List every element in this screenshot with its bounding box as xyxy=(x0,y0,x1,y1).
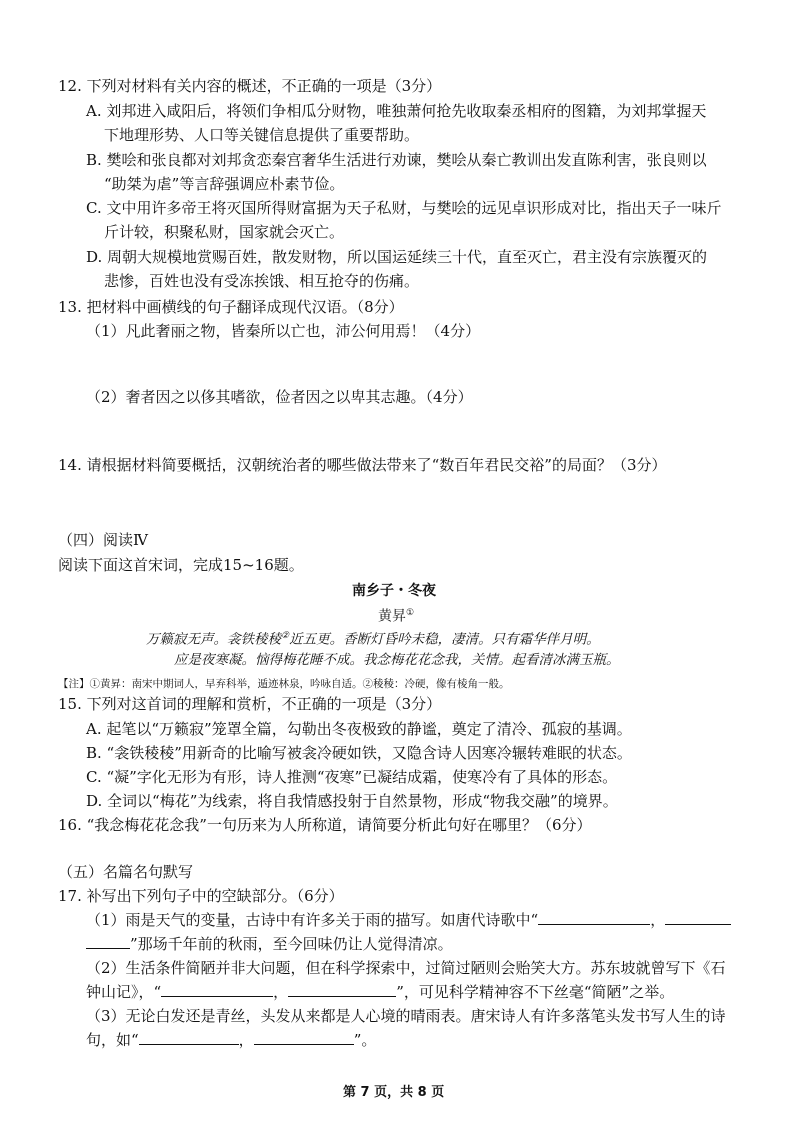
q14-stem: 14. 请根据材料简要概括，汉朝统治者的哪些做法带来了“数百年君民交裕”的局面？（3分） xyxy=(58,456,667,474)
section4-instruction: 阅读下面这首宋词，完成15~16题。 xyxy=(58,556,304,574)
q12-option-c-line2: 斤计较，积聚私财，国家就会灭亡。 xyxy=(104,223,345,241)
q15-option-a: A. 起笔以“万籁寂”笼罩全篇，勾勒出冬夜极致的静谧，奠定了清冷、孤寂的基调。 xyxy=(86,720,632,738)
poem-line-1-part-a: 万籁寂无声。衾铁稜稜 xyxy=(146,631,281,648)
q13-stem: 13. 把材料中画横线的句子翻译成现代汉语。（8分） xyxy=(58,298,404,316)
q17-part3-ending: ”。 xyxy=(353,1031,377,1049)
q17-part2-start: 钟山记》，“ xyxy=(86,983,162,1001)
q15-option-d: D. 全词以“梅花”为线索，将自我情感投射于自然景物，形成“物我交融”的境界。 xyxy=(86,792,618,810)
q17-stem: 17. 补写出下列句子中的空缺部分。（6分） xyxy=(58,887,344,905)
q15-option-c: C. “凝”字化无形为有形，诗人推测“夜寒”已凝结成霜，使寒冷有了具体的形态。 xyxy=(86,768,618,786)
q17-part3-line2 xyxy=(86,1030,376,1050)
q12-option-d-line2: 悲惨，百姓也没有受冻挨饿、相互抢夺的伤痛。 xyxy=(104,272,420,290)
q17-part2-line1: （2）生活条件简陋并非大问题，但在科学探索中，过简过陋则会贻笑大方。苏东坡就曾写下《石 xyxy=(86,959,726,977)
q12-option-a-line1: A. 刘邦进入咸阳后，将领们争相瓜分财物，唯独萧何抢先收取秦丞相府的图籍，为刘邦掌握天 xyxy=(86,102,707,120)
q17-part3-separator: ， xyxy=(238,1031,254,1049)
poem-footnote-mark-2: ② xyxy=(281,631,290,641)
section5-heading: （五）名篇名句默写 xyxy=(58,863,194,881)
poem-author-name: 黄昇 xyxy=(378,608,406,625)
q17-part1-text: （1）雨是天气的变量，古诗中有许多关于雨的描写。如唐代诗歌中“ xyxy=(86,911,539,929)
q17-part2-separator: ， xyxy=(273,983,289,1001)
q17-part1-line2 xyxy=(86,934,453,954)
q13-sentence-2: （2）奢者因之以侈其嗜欲，俭者因之以卑其志趣。（4分） xyxy=(86,388,473,406)
q15-stem: 15. 下列对这首词的理解和赏析，不正确的一项是（3分） xyxy=(58,695,442,713)
q12-option-d-line1: D. 周朝大规模地赏赐百姓，散发财物，所以国运延续三十代，直至灭亡，君主没有宗族覆灭的 xyxy=(86,248,708,266)
q17-part1-line1 xyxy=(86,910,731,930)
q17-blank-5[interactable] xyxy=(139,1030,239,1045)
q12-option-a-line2: 下地理形势、人口等关键信息提供了重要帮助。 xyxy=(104,126,420,144)
q12-option-b-line2: “助桀为虐”等言辞强调应朴素节俭。 xyxy=(104,175,345,193)
poem-annotation: 【注】①黄昇：南宋中期词人，早弃科举，遁迹林泉，吟咏自适。②稜稜：冷硬，像有棱角一般。 xyxy=(58,678,510,690)
q15-option-b: B. “衾铁稜稜”用新奇的比喻写被衾冷硬如铁，又隐含诗人因寒冷辗转难眠的状态。 xyxy=(86,744,632,762)
poem-title: 南乡子・冬夜 xyxy=(352,583,436,599)
q17-part2-line2 xyxy=(86,982,674,1002)
q17-part2-ending: ”，可见科学精神容不下丝毫“简陋”之举。 xyxy=(396,983,675,1001)
q17-part3-line1: （3）无论白发还是青丝，头发从来都是人心境的晴雨表。唐宋诗人有许多落笔头发书写人生的诗 xyxy=(86,1007,726,1025)
q12-option-c-line1: C. 文中用许多帝王将灭国所得财富据为天子私财，与樊哙的远见卓识形成对比，指出天子一味斤 xyxy=(86,199,722,217)
q12-option-b-line1: B. 樊哙和张良都对刘邦贪恋秦宫奢华生活进行劝谏，樊哙从秦亡教训出发直陈利害，张良则以 xyxy=(86,151,707,169)
poem-line-2: 应是夜寒凝。恼得梅花睡不成。我念梅花花念我，关情。起看清冰满玉瓶。 xyxy=(174,652,620,668)
q17-blank-3[interactable] xyxy=(161,982,273,997)
q17-blank-2b[interactable] xyxy=(86,934,130,949)
q17-part3-start: 句，如“ xyxy=(86,1031,139,1049)
q17-blank-4[interactable] xyxy=(288,982,396,997)
q12-stem: 12. 下列对材料有关内容的概述，不正确的一项是（3分） xyxy=(58,77,442,95)
poem-line-1-part-b: 近五更。香断灯昏吟未稳，凄清。只有霜华伴月明。 xyxy=(289,631,600,648)
poem-author-footnote-mark: ① xyxy=(406,608,415,618)
q13-sentence-1: （1）凡此奢丽之物，皆秦所以亡也，沛公何用焉！（4分） xyxy=(86,322,481,340)
q17-part1-ending: ”那场千年前的秋雨，至今回味仍让人觉得清凉。 xyxy=(130,935,453,953)
q16-stem: 16. “我念梅花花念我”一句历来为人所称道，请简要分析此句好在哪里？（6分） xyxy=(58,816,592,834)
q17-part1-separator: ， xyxy=(650,911,666,929)
page-number: 第 7 页，共 8 页 xyxy=(343,1085,445,1100)
poem-author xyxy=(378,603,414,627)
poem-line-1 xyxy=(146,626,600,650)
q17-blank-2a[interactable] xyxy=(665,910,731,925)
q17-blank-6[interactable] xyxy=(254,1030,354,1045)
q17-blank-1[interactable] xyxy=(538,910,650,925)
section4-heading: （四）阅读Ⅳ xyxy=(58,531,148,549)
